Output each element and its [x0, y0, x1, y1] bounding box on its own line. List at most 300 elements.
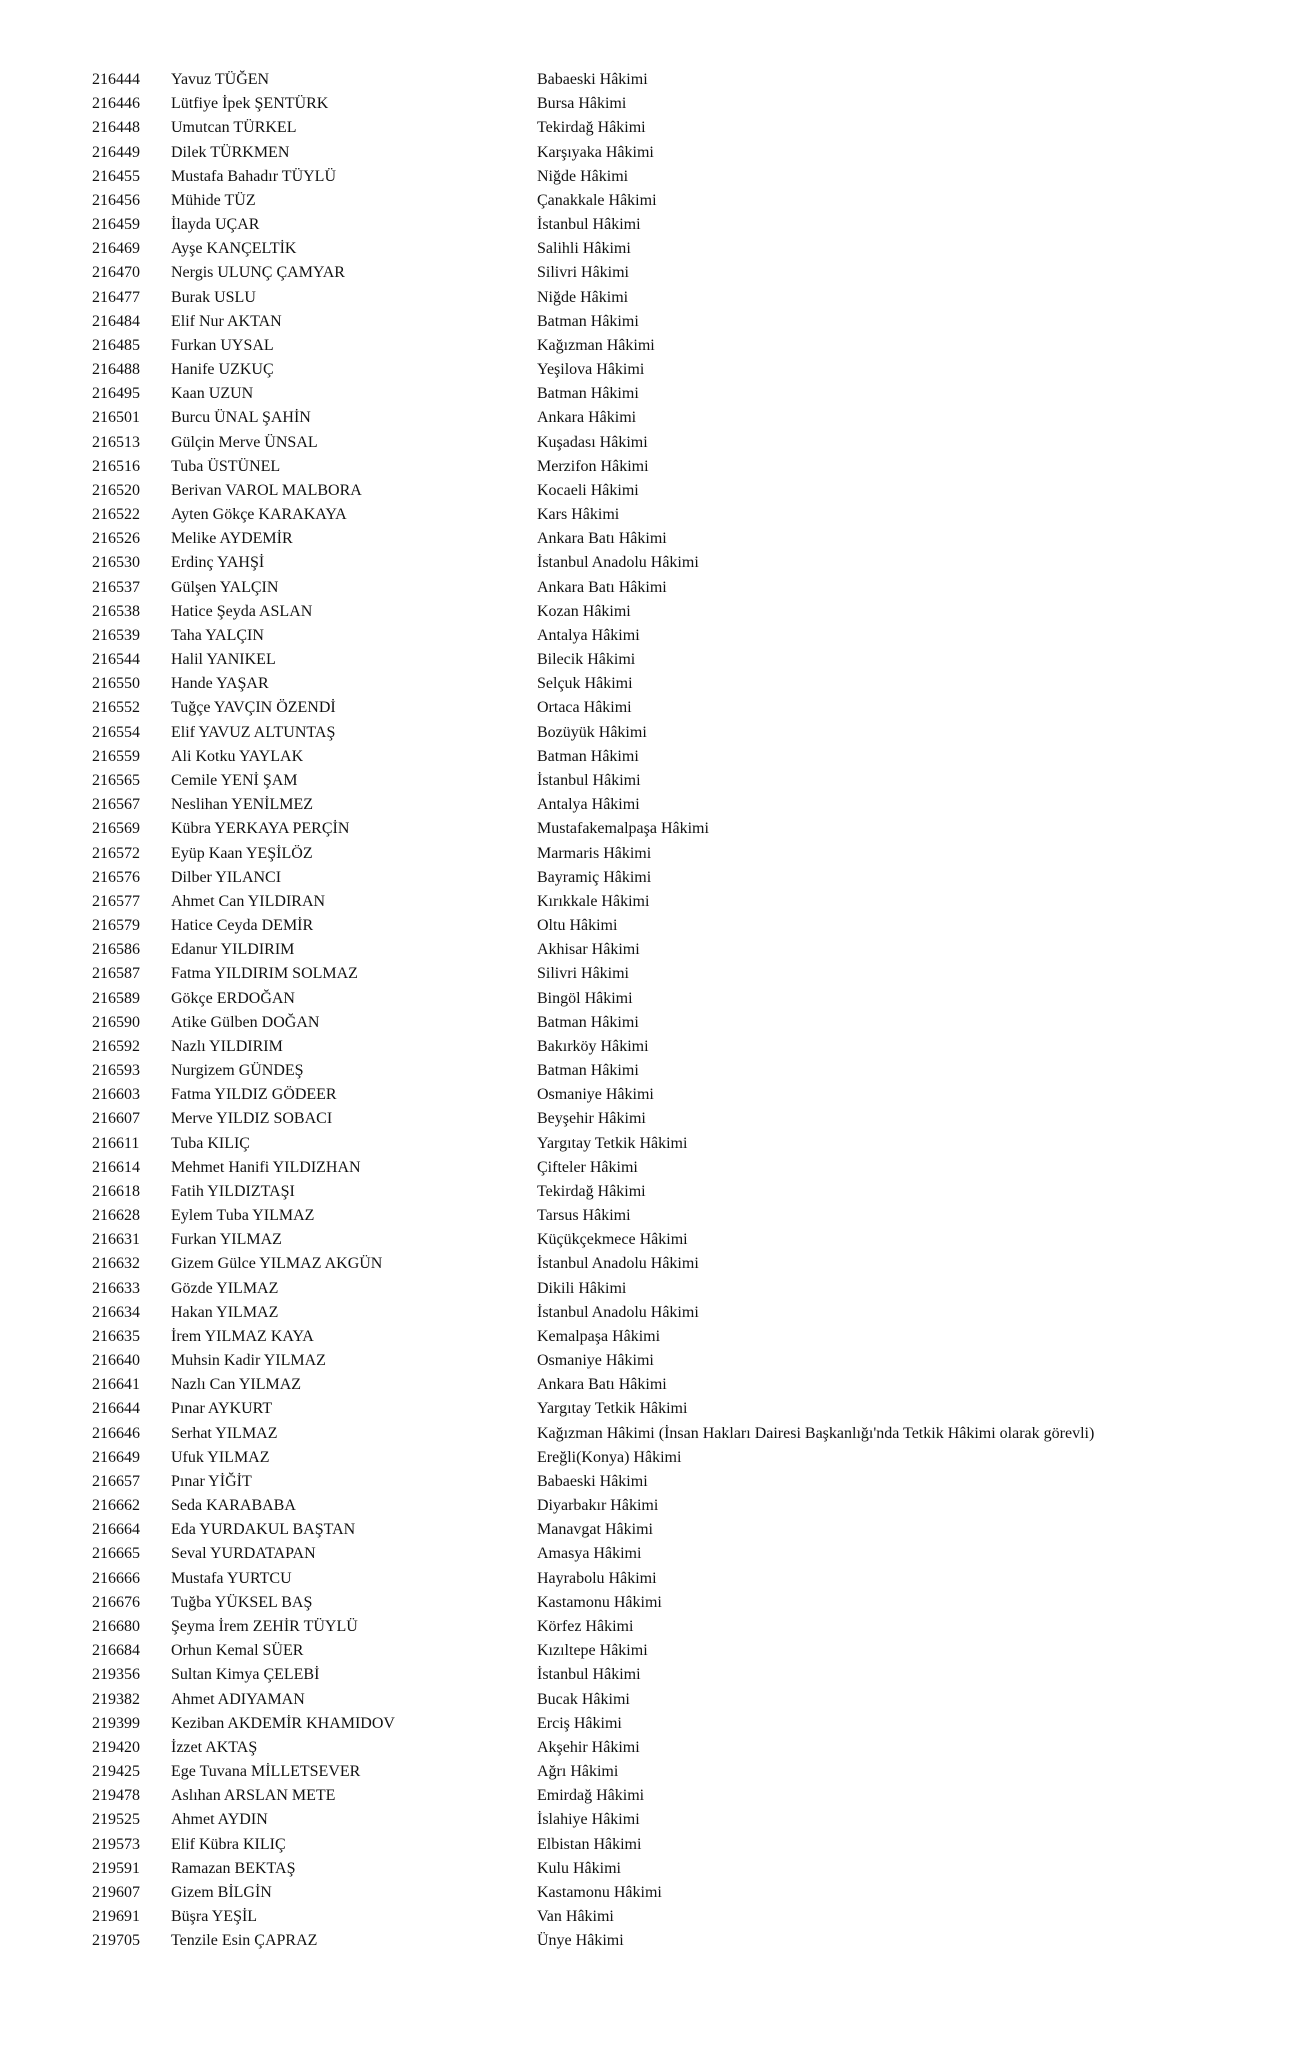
registry-number: 216449 [92, 143, 140, 161]
registry-number: 216589 [92, 989, 140, 1007]
registry-number: 219425 [92, 1763, 140, 1781]
registry-number: 216664 [92, 1521, 140, 1539]
person-name: Kübra YERKAYA PERÇİN [171, 820, 350, 838]
person-name: Şeyma İrem ZEHİR TÜYLÜ [171, 1618, 358, 1635]
list-row [0, 1808, 1304, 1832]
registry-number: 216641 [92, 1376, 140, 1394]
assigned-post: Batman Hâkimi [537, 312, 639, 330]
list-row [0, 1422, 1304, 1446]
registry-number: 216544 [92, 651, 140, 669]
assigned-post: Niğde Hâkimi [537, 288, 629, 306]
registry-number: 216632 [92, 1255, 140, 1273]
registry-number: 216634 [92, 1303, 140, 1321]
person-name: Muhsin Kadir YILMAZ [171, 1352, 326, 1370]
list-row [0, 1301, 1304, 1325]
assigned-post: Kulu Hâkimi [537, 1859, 621, 1877]
assigned-post: Babaeski Hâkimi [537, 1472, 648, 1490]
person-name: Burcu ÜNAL ŞAHİN [171, 409, 311, 427]
registry-number: 216488 [92, 361, 140, 379]
person-name: Eylem Tuba YILMAZ [171, 1207, 315, 1225]
person-name: Cemile YENİ ŞAM [171, 771, 298, 789]
assigned-post: Ağrı Hâkimi [537, 1763, 619, 1781]
person-name: Elif YAVUZ ALTUNTAŞ [171, 723, 336, 741]
registry-number: 216455 [92, 167, 140, 185]
person-name: İzzet AKTAŞ [171, 1738, 258, 1756]
person-name: Mustafa YURTCU [171, 1569, 292, 1587]
registry-number: 216565 [92, 771, 140, 789]
person-name: Melike AYDEMİR [171, 530, 293, 548]
list-row [0, 1035, 1304, 1059]
registry-number: 216456 [92, 191, 140, 209]
assigned-post: Emirdağ Hâkimi [537, 1787, 645, 1805]
registry-number: 216485 [92, 336, 140, 354]
registry-number: 216530 [92, 554, 140, 572]
person-name: Eyüp Kaan YEŞİLÖZ [171, 844, 313, 862]
list-row [0, 1180, 1304, 1204]
registry-number: 216590 [92, 1013, 140, 1031]
list-row [0, 455, 1304, 479]
registry-number: 216513 [92, 433, 140, 451]
registry-number: 216649 [92, 1448, 140, 1466]
person-name: Fatma YILDIRIM SOLMAZ [171, 965, 358, 983]
list-row [0, 1639, 1304, 1663]
list-row [0, 141, 1304, 165]
assigned-post: Amasya Hâkimi [537, 1545, 642, 1563]
person-name: Gülşen YALÇIN [171, 578, 279, 596]
list-row [0, 1784, 1304, 1808]
assigned-post: Silivri Hâkimi [537, 965, 629, 983]
assigned-post: Bakırköy Hâkimi [537, 1037, 649, 1055]
registry-number: 216662 [92, 1497, 140, 1515]
list-row [0, 1833, 1304, 1857]
list-row [0, 1905, 1304, 1929]
registry-number: 216539 [92, 626, 140, 644]
list-row [0, 1156, 1304, 1180]
assigned-post: Kağızman Hâkimi (İnsan Hakları Dairesi Başkanlığı'nda Tetkik Hâkimi olarak görevli) [537, 1424, 1095, 1442]
registry-number: 216569 [92, 820, 140, 838]
person-name: Elif Nur AKTAN [171, 312, 282, 330]
list-row [0, 261, 1304, 285]
list-row [0, 406, 1304, 430]
person-name: Atike Gülben DOĞAN [171, 1013, 320, 1031]
person-name: Dilber YILANCI [171, 868, 282, 886]
list-row [0, 1929, 1304, 1953]
assigned-post: Beyşehir Hâkimi [537, 1110, 646, 1128]
person-name: Seval YURDATAPAN [171, 1545, 316, 1563]
assigned-post: Batman Hâkimi [537, 747, 639, 765]
person-name: Seda KARABABA [171, 1497, 296, 1515]
registry-number: 219607 [92, 1883, 140, 1901]
registry-number: 216567 [92, 796, 140, 814]
person-name: Ali Kotku YAYLAK [171, 747, 304, 765]
registry-number: 216592 [92, 1037, 140, 1055]
person-name: Edanur YILDIRIM [171, 941, 295, 959]
registry-number: 216680 [92, 1618, 140, 1635]
assigned-post: Van Hâkimi [537, 1908, 614, 1926]
assigned-post: İstanbul Hâkimi [537, 216, 641, 234]
list-row [0, 962, 1304, 986]
list-row [0, 1857, 1304, 1881]
registry-number: 216618 [92, 1182, 140, 1200]
list-row [0, 237, 1304, 261]
list-row [0, 1349, 1304, 1373]
registry-number: 219573 [92, 1835, 140, 1853]
list-row [0, 165, 1304, 189]
person-name: Furkan UYSAL [171, 336, 274, 354]
person-name: Hande YAŞAR [171, 675, 269, 693]
list-row [0, 696, 1304, 720]
assigned-post: Bozüyük Hâkimi [537, 723, 647, 741]
assigned-post: Kırıkkale Hâkimi [537, 892, 650, 910]
list-row [0, 1881, 1304, 1905]
person-name: Nazlı YILDIRIM [171, 1037, 283, 1055]
registry-number: 219705 [92, 1932, 140, 1950]
registry-number: 216576 [92, 868, 140, 886]
assigned-post: Çanakkale Hâkimi [537, 191, 657, 209]
person-name: Ahmet ADIYAMAN [171, 1690, 305, 1708]
registry-number: 216459 [92, 216, 140, 234]
registry-number: 216577 [92, 892, 140, 910]
list-row [0, 938, 1304, 962]
person-name: Berivan VAROL MALBORA [171, 481, 362, 499]
registry-number: 216537 [92, 578, 140, 596]
list-row [0, 479, 1304, 503]
list-row [0, 769, 1304, 793]
assigned-post: Kızıltepe Hâkimi [537, 1642, 648, 1660]
registry-number: 216579 [92, 917, 140, 935]
assigned-post: Bursa Hâkimi [537, 95, 627, 113]
list-row [0, 92, 1304, 116]
person-name: Hakan YILMAZ [171, 1303, 279, 1321]
list-row [0, 1373, 1304, 1397]
list-row [0, 1277, 1304, 1301]
registry-number: 216444 [92, 71, 140, 88]
list-row [0, 1011, 1304, 1035]
registry-number: 216684 [92, 1642, 140, 1660]
list-row [0, 1132, 1304, 1156]
registry-number: 219525 [92, 1811, 140, 1829]
registry-number: 216559 [92, 747, 140, 765]
registry-number: 216516 [92, 457, 140, 475]
person-name: Nergis ULUNÇ ÇAMYAR [171, 264, 345, 282]
list-row [0, 987, 1304, 1011]
person-name: Burak USLU [171, 288, 256, 306]
assigned-post: Batman Hâkimi [537, 1013, 639, 1031]
person-name: Tuğçe YAVÇIN ÖZENDİ [171, 699, 336, 717]
person-name: Ramazan BEKTAŞ [171, 1859, 296, 1877]
assigned-post: Yargıtay Tetkik Hâkimi [537, 1400, 688, 1418]
list-row [0, 648, 1304, 672]
person-name: İlayda UÇAR [171, 216, 260, 234]
person-name: Ahmet AYDIN [171, 1811, 268, 1829]
person-name: Büşra YEŞİL [171, 1908, 258, 1926]
registry-number: 216628 [92, 1207, 140, 1225]
registry-number: 216526 [92, 530, 140, 548]
list-row [0, 842, 1304, 866]
assigned-post: Oltu Hâkimi [537, 917, 618, 935]
assigned-post: Kozan Hâkimi [537, 602, 631, 620]
list-row [0, 1494, 1304, 1518]
list-row [0, 1470, 1304, 1494]
list-row [0, 914, 1304, 938]
assigned-post: Akhisar Hâkimi [537, 941, 640, 959]
assigned-post: Silivri Hâkimi [537, 264, 629, 282]
registry-number: 219478 [92, 1787, 140, 1805]
person-name: Halil YANIKEL [171, 651, 276, 669]
assigned-post: Antalya Hâkimi [537, 626, 640, 644]
person-name: Hatice Ceyda DEMİR [171, 917, 314, 935]
person-name: Gözde YILMAZ [171, 1279, 279, 1297]
list-row [0, 1107, 1304, 1131]
person-name: Lütfiye İpek ŞENTÜRK [171, 95, 329, 113]
assigned-post: Elbistan Hâkimi [537, 1835, 642, 1853]
registry-number: 216586 [92, 941, 140, 959]
assigned-post: Bingöl Hâkimi [537, 989, 633, 1007]
person-name: Ege Tuvana MİLLETSEVER [171, 1763, 361, 1781]
list-row [0, 745, 1304, 769]
assigned-post: Bilecik Hâkimi [537, 651, 636, 669]
assigned-post: Kuşadası Hâkimi [537, 433, 648, 451]
person-name: Yavuz TÜĞEN [171, 71, 270, 88]
assigned-post: Ortaca Hâkimi [537, 699, 632, 717]
registry-number: 219382 [92, 1690, 140, 1708]
assigned-post: Hayrabolu Hâkimi [537, 1569, 657, 1587]
registry-number: 216593 [92, 1062, 140, 1080]
assigned-post: Marmaris Hâkimi [537, 844, 652, 862]
list-row [0, 1059, 1304, 1083]
assigned-post: Diyarbakır Hâkimi [537, 1497, 659, 1515]
assigned-post: Körfez Hâkimi [537, 1618, 634, 1635]
person-name: Taha YALÇIN [171, 626, 264, 644]
assigned-post: Akşehir Hâkimi [537, 1738, 640, 1756]
registry-number: 216572 [92, 844, 140, 862]
assigned-post: Çifteler Hâkimi [537, 1158, 638, 1176]
assigned-post: Niğde Hâkimi [537, 167, 629, 185]
list-row [0, 1663, 1304, 1687]
registry-number: 216495 [92, 385, 140, 403]
assigned-post: Merzifon Hâkimi [537, 457, 649, 475]
assigned-post: Antalya Hâkimi [537, 796, 640, 814]
registry-number: 216587 [92, 965, 140, 983]
assigned-post: Bayramiç Hâkimi [537, 868, 652, 886]
person-name: Ufuk YILMAZ [171, 1448, 270, 1466]
list-row [0, 1252, 1304, 1276]
person-name: Merve YILDIZ SOBACI [171, 1110, 333, 1128]
registry-number: 216550 [92, 675, 140, 693]
assigned-post: İstanbul Anadolu Hâkimi [537, 1255, 699, 1273]
person-name: Pınar AYKURT [171, 1400, 273, 1418]
registry-number: 216603 [92, 1086, 140, 1104]
registry-number: 216522 [92, 506, 140, 524]
registry-number: 216633 [92, 1279, 140, 1297]
registry-number: 216538 [92, 602, 140, 620]
person-name: Nurgizem GÜNDEŞ [171, 1062, 304, 1080]
list-row [0, 1542, 1304, 1566]
person-name: Gizem Gülce YILMAZ AKGÜN [171, 1255, 383, 1273]
registry-number: 216635 [92, 1327, 140, 1345]
person-name: Tuba ÜSTÜNEL [171, 457, 281, 475]
assigned-post: Ankara Batı Hâkimi [537, 1376, 667, 1394]
assigned-post: Ankara Batı Hâkimi [537, 530, 667, 548]
list-row [0, 1446, 1304, 1470]
assigned-post: Dikili Hâkimi [537, 1279, 627, 1297]
assigned-post: Ereğli(Konya) Hâkimi [537, 1448, 682, 1466]
registry-number: 216644 [92, 1400, 140, 1418]
person-name: Gülçin Merve ÜNSAL [171, 433, 318, 451]
registry-number: 219420 [92, 1738, 140, 1756]
list-row [0, 793, 1304, 817]
registry-number: 216666 [92, 1569, 140, 1587]
person-name: İrem YILMAZ KAYA [171, 1327, 314, 1345]
assigned-post: İslahiye Hâkimi [537, 1811, 640, 1829]
person-name: Mehmet Hanifi YILDIZHAN [171, 1158, 361, 1176]
list-row [0, 600, 1304, 624]
list-row [0, 551, 1304, 575]
list-row [0, 1518, 1304, 1542]
assigned-post: Osmaniye Hâkimi [537, 1352, 654, 1370]
assigned-post: İstanbul Hâkimi [537, 771, 641, 789]
assigned-post: Tarsus Hâkimi [537, 1207, 631, 1225]
list-row [0, 1567, 1304, 1591]
list-row [0, 672, 1304, 696]
assigned-post: Tekirdağ Hâkimi [537, 119, 646, 137]
assigned-post: Yargıtay Tetkik Hâkimi [537, 1134, 688, 1152]
assigned-post: Salihli Hâkimi [537, 240, 631, 258]
assigned-post: Ankara Hâkimi [537, 409, 637, 427]
assigned-post: Bucak Hâkimi [537, 1690, 630, 1708]
person-name: Hanife UZKUÇ [171, 361, 274, 379]
registry-number: 216657 [92, 1472, 140, 1490]
person-name: Pınar YİĞİT [171, 1472, 252, 1490]
list-row [0, 1591, 1304, 1615]
assigned-post: Selçuk Hâkimi [537, 675, 633, 693]
person-name: Erdinç YAHŞİ [171, 554, 265, 572]
person-name: Tuğba YÜKSEL BAŞ [171, 1593, 313, 1611]
registry-number: 216552 [92, 699, 140, 717]
list-row [0, 68, 1304, 92]
assigned-post: Küçükçekmece Hâkimi [537, 1231, 688, 1249]
registry-number: 216446 [92, 95, 140, 113]
assigned-post: Batman Hâkimi [537, 1062, 639, 1080]
registry-number: 216484 [92, 312, 140, 330]
person-name: Serhat YILMAZ [171, 1424, 278, 1442]
person-name: Tuba KILIÇ [171, 1134, 250, 1152]
list-row [0, 286, 1304, 310]
assigned-post: Manavgat Hâkimi [537, 1521, 653, 1539]
person-name: Orhun Kemal SÜER [171, 1642, 304, 1660]
registry-number: 219356 [92, 1666, 140, 1684]
list-row [0, 1760, 1304, 1784]
registry-number: 216676 [92, 1593, 140, 1611]
list-row [0, 866, 1304, 890]
assigned-post: İstanbul Hâkimi [537, 1666, 641, 1684]
registry-number: 216646 [92, 1424, 140, 1442]
person-name: Mühide TÜZ [171, 191, 256, 209]
person-name: Furkan YILMAZ [171, 1231, 282, 1249]
assigned-post: Ankara Batı Hâkimi [537, 578, 667, 596]
person-name: Ahmet Can YILDIRAN [171, 892, 326, 910]
assigned-post: Erciş Hâkimi [537, 1714, 622, 1732]
list-row [0, 576, 1304, 600]
person-name: Dilek TÜRKMEN [171, 143, 290, 161]
person-name: Ayten Gökçe KARAKAYA [171, 506, 347, 524]
appointment-list [0, 68, 1304, 1953]
list-row [0, 1397, 1304, 1421]
registry-number: 216501 [92, 409, 140, 427]
person-name: Gökçe ERDOĞAN [171, 989, 295, 1007]
list-row [0, 721, 1304, 745]
registry-number: 216614 [92, 1158, 140, 1176]
registry-number: 216640 [92, 1352, 140, 1370]
registry-number: 216611 [92, 1134, 140, 1152]
list-row [0, 358, 1304, 382]
assigned-post: Kars Hâkimi [537, 506, 620, 524]
registry-number: 219691 [92, 1908, 140, 1926]
list-row [0, 527, 1304, 551]
person-name: Sultan Kimya ÇELEBİ [171, 1666, 320, 1684]
list-row [0, 431, 1304, 455]
assigned-post: Mustafakemalpaşa Hâkimi [537, 820, 709, 838]
list-row [0, 817, 1304, 841]
assigned-post: Osmaniye Hâkimi [537, 1086, 654, 1104]
list-row [0, 213, 1304, 237]
assigned-post: Batman Hâkimi [537, 385, 639, 403]
assigned-post: Kağızman Hâkimi [537, 336, 655, 354]
person-name: Neslihan YENİLMEZ [171, 796, 314, 814]
person-name: Kaan UZUN [171, 385, 254, 403]
assigned-post: İstanbul Anadolu Hâkimi [537, 554, 699, 572]
registry-number: 216607 [92, 1110, 140, 1128]
assigned-post: Kocaeli Hâkimi [537, 481, 639, 499]
person-name: Hatice Şeyda ASLAN [171, 602, 313, 620]
assigned-post: İstanbul Anadolu Hâkimi [537, 1303, 699, 1321]
registry-number: 216520 [92, 481, 140, 499]
list-row [0, 503, 1304, 527]
list-row [0, 1736, 1304, 1760]
registry-number: 219591 [92, 1859, 140, 1877]
registry-number: 219399 [92, 1714, 140, 1732]
assigned-post: Tekirdağ Hâkimi [537, 1182, 646, 1200]
person-name: Gizem BİLGİN [171, 1883, 272, 1901]
assigned-post: Ünye Hâkimi [537, 1932, 624, 1950]
list-row [0, 624, 1304, 648]
list-row [0, 1615, 1304, 1639]
registry-number: 216470 [92, 264, 140, 282]
person-name: Mustafa Bahadır TÜYLÜ [171, 167, 336, 185]
person-name: Elif Kübra KILIÇ [171, 1835, 286, 1853]
list-row [0, 1712, 1304, 1736]
person-name: Umutcan TÜRKEL [171, 119, 297, 137]
assigned-post: Babaeski Hâkimi [537, 71, 648, 88]
registry-number: 216665 [92, 1545, 140, 1563]
person-name: Aslıhan ARSLAN METE [171, 1787, 336, 1805]
person-name: Ayşe KANÇELTİK [171, 240, 297, 258]
assigned-post: Karşıyaka Hâkimi [537, 143, 654, 161]
registry-number: 216631 [92, 1231, 140, 1249]
person-name: Fatih YILDIZTAŞI [171, 1182, 295, 1200]
list-row [0, 382, 1304, 406]
registry-number: 216469 [92, 240, 140, 258]
list-row [0, 1688, 1304, 1712]
list-row [0, 890, 1304, 914]
assigned-post: Kastamonu Hâkimi [537, 1883, 662, 1901]
list-row [0, 189, 1304, 213]
person-name: Eda YURDAKUL BAŞTAN [171, 1521, 356, 1539]
assigned-post: Kastamonu Hâkimi [537, 1593, 662, 1611]
person-name: Nazlı Can YILMAZ [171, 1376, 302, 1394]
assigned-post: Kemalpaşa Hâkimi [537, 1327, 661, 1345]
list-row [0, 1083, 1304, 1107]
